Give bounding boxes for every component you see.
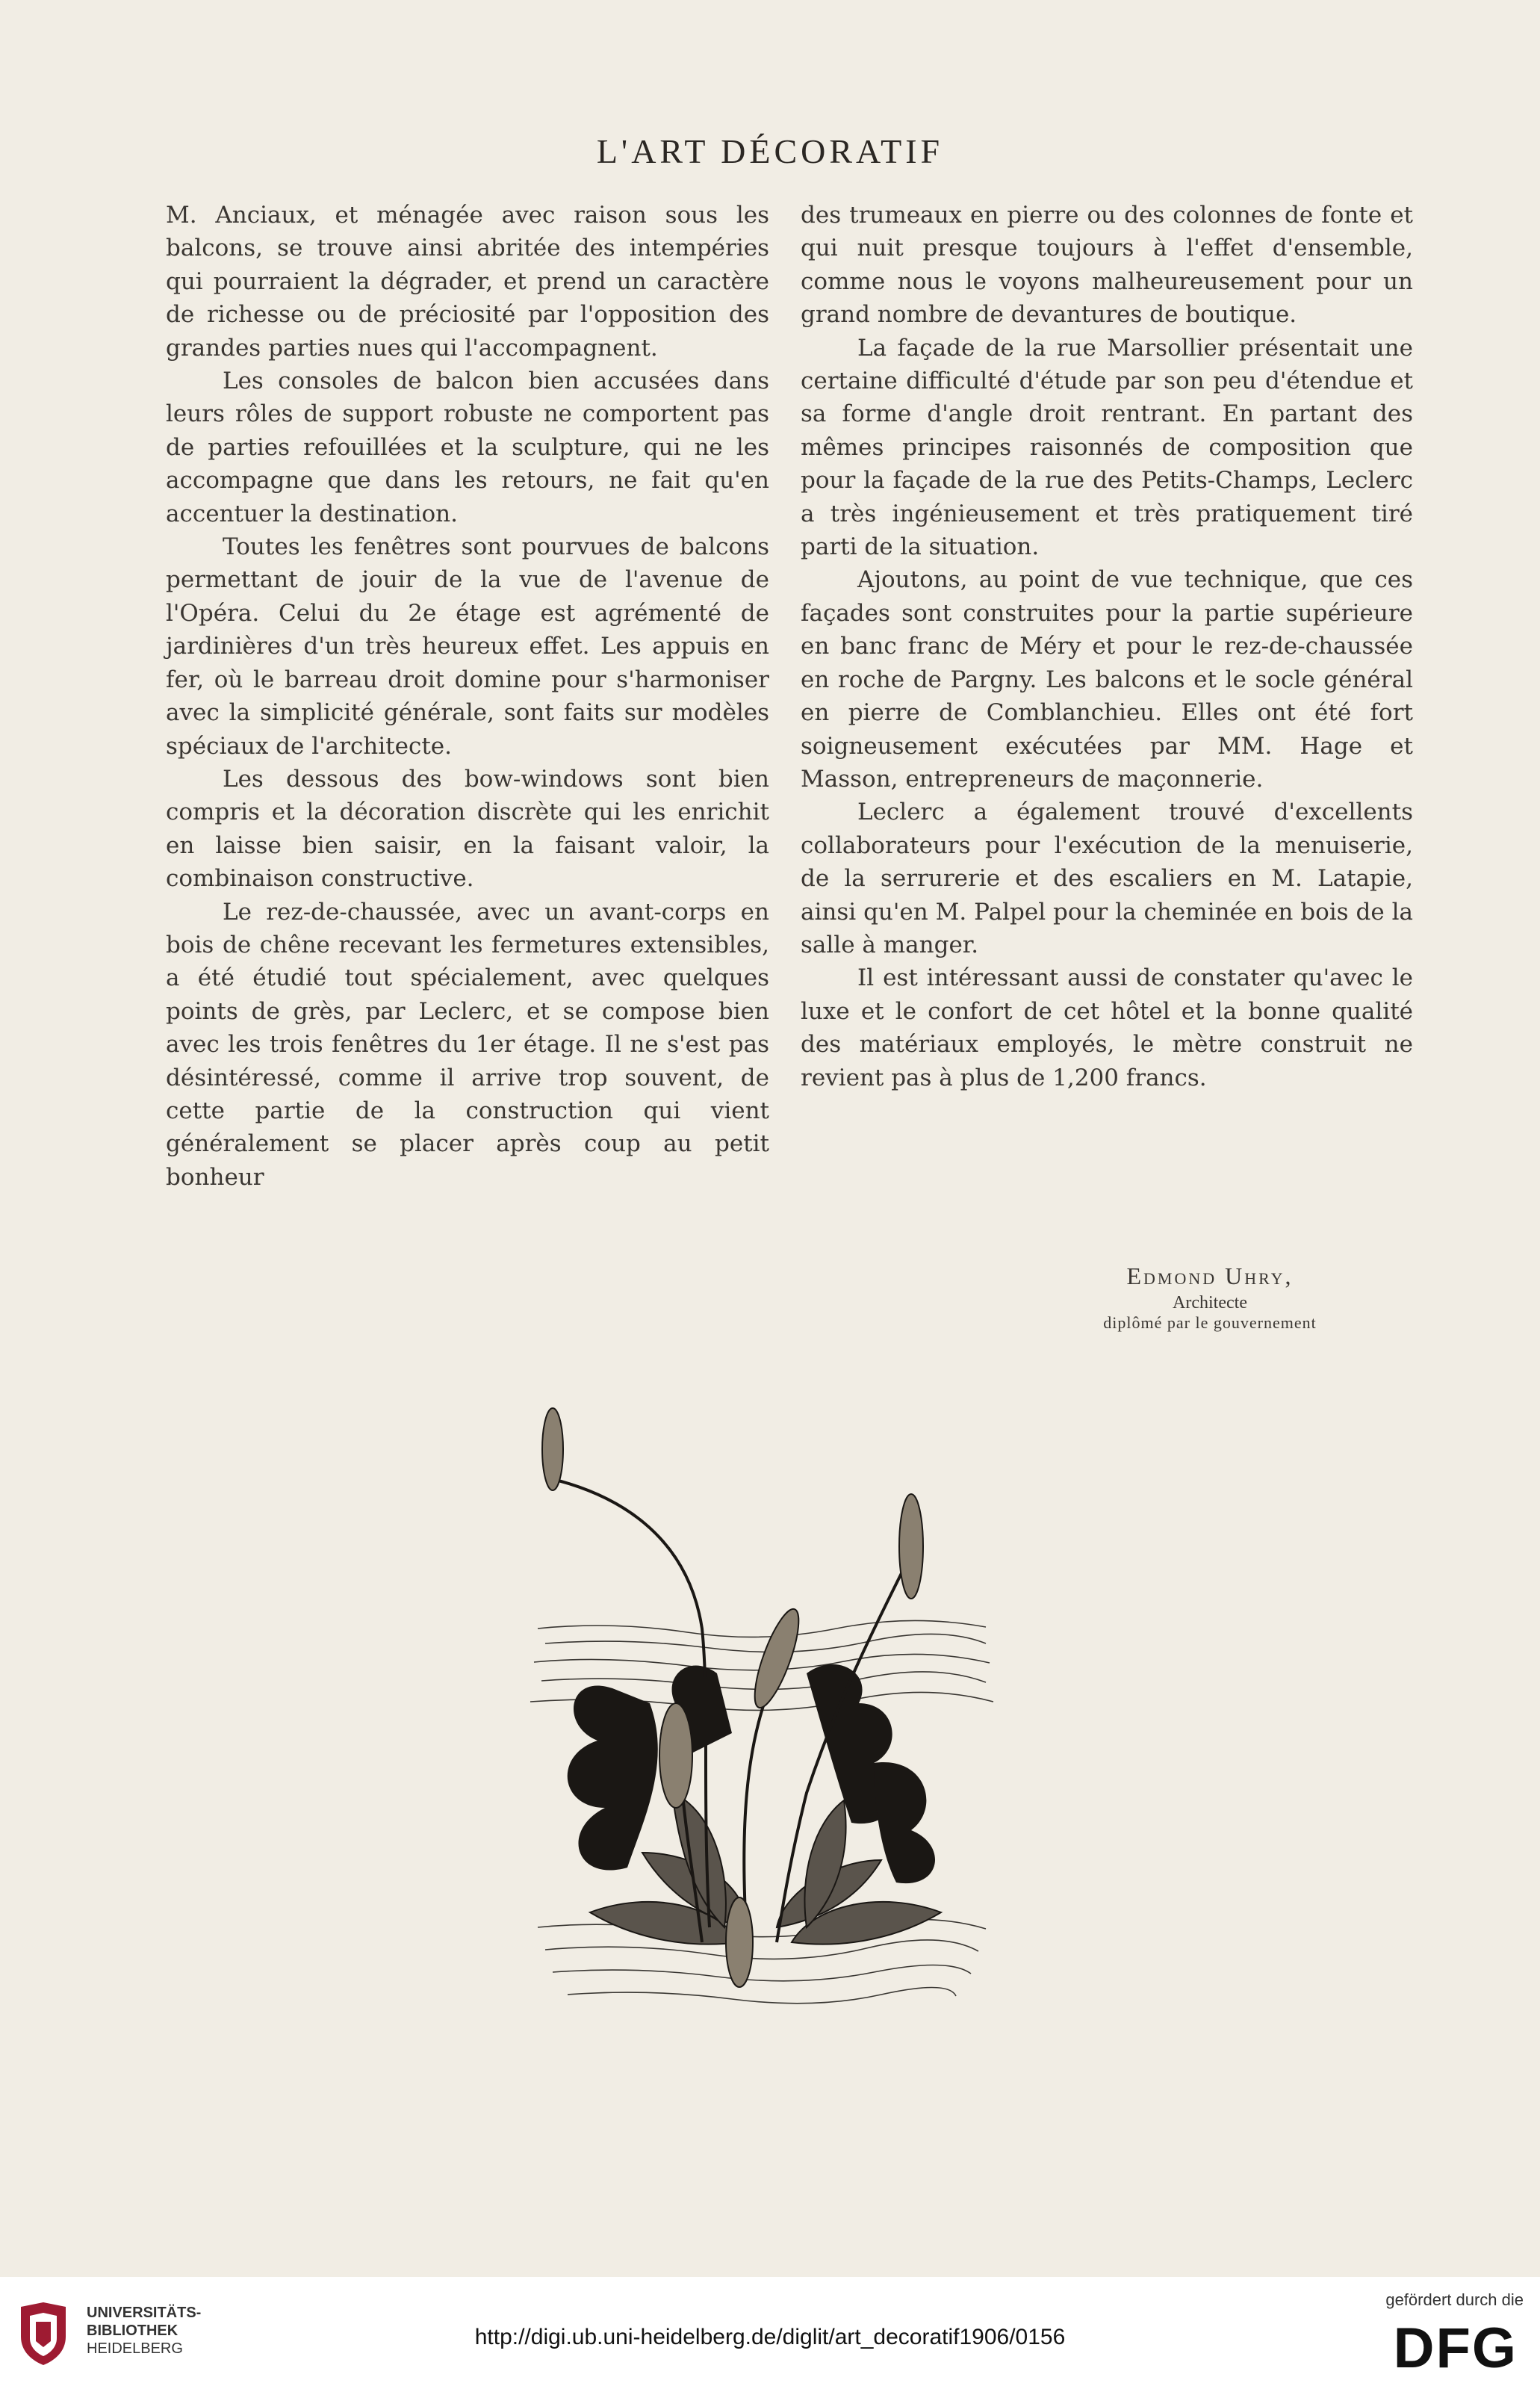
paragraph: Il est intéressant aussi de constater qu'avec le luxe et le confort de cet hôtel et la bonne qualité des matériaux employés, le mètre construit ne revient pas à plus de 1,200 francs. (801, 964, 1413, 1091)
paragraph: M. Anciaux, et ménagée avec raison sous les balcons, se trouve ainsi abritée des intempéries qui pourraient la dégrader, et prend un caractère de richesse ou de préciosité par l'opposition des grandes parties nues qui l'accompagnent. (166, 202, 769, 362)
author-role: Architecte (1173, 1293, 1247, 1313)
library-line: UNIVERSITÄTS- (87, 2305, 202, 2321)
paragraph: Le rez-de-chaussée, avec un avant-corps en bois de chêne recevant les fermetures extensibles, a été étudié tout spécialement, avec quelques points de grès, par Leclerc, et se compose bien avec les trois fenêtres du 1er étage. Il ne s'est pas désintéressé, comme il arrive trop souvent, de cette partie de la construction qui vient généralement se placer après coup au petit bonheur (166, 898, 769, 1191)
right-text-column (801, 199, 1413, 1094)
library-line: HEIDELBERG (87, 2340, 183, 2357)
dfg-logo: DFG (1393, 2317, 1518, 2380)
footer-bar (0, 2277, 1540, 2386)
running-title: L'ART DÉCORATIF (596, 132, 944, 170)
paragraph: Les consoles de balcon bien accusées dans leurs rôles de support robuste ne comportent pas de parties refouillées et la sculpture, qui ne les accompagne que dans les retours, ne fait qu'en accentuer la destination. (166, 368, 769, 527)
author-signature (1016, 1262, 1404, 1333)
paragraph: des trumeaux en pierre ou des colonnes de fonte et qui nuit presque toujours à l'effet d'ensemble, comme nous le voyons malheureusement pour un grand nombre de devantures de boutique. (801, 202, 1413, 329)
funding-caption: gefördert durch die (1385, 2290, 1524, 2309)
author-name: Edmond Uhry, (1126, 1262, 1294, 1289)
author-diploma: diplômé par le gouvernement (1103, 1313, 1317, 1332)
paragraph: Toutes les fenêtres sont pourvues de balcons permettant de jouir de la vue de l'avenue de l'Opéra. Celui du 2e étage est agrémenté de jardinières d'un très heureux effet. Les appuis en fer, où le barreau droit domine pour s'harmoniser avec la simplicité générale, sont faits sur modèles spéciaux de l'architecte. (166, 533, 769, 760)
permalink[interactable]: http://digi.ub.uni-heidelberg.de/diglit/art_decoratif1906/0156 (474, 2325, 1066, 2349)
library-line: BIBLIOTHEK (87, 2323, 178, 2339)
plantain-engraving (523, 1404, 1001, 2062)
left-text-column (166, 199, 769, 1194)
paragraph: Ajoutons, au point de vue technique, que ces façades sont construites pour la partie supérieure en banc franc de Méry et pour le rez-de-chaussée en roche de Pargny. Les balcons et le socle général en pierre de Comblanchieu. Elles ont été fort soigneusement exécutées par MM. Hage et Masson, entrepreneurs de maçonnerie. (801, 566, 1413, 793)
paragraph: Les dessous des bow-windows sont bien compris et la décoration discrète qui les enrichit en laisse bien saisir, en la faisant valoir, la combinaison constructive. (166, 765, 769, 893)
paragraph: La façade de la rue Marsollier présentait une certaine difficulté d'étude par son peu d'étendue et sa forme d'angle droit rentrant. En partant des mêmes principes raisonnés de composition que pour la façade de la rue des Petits-Champs, Leclerc a très ingénieusement et très pratiquement tiré parti de la situation. (801, 334, 1413, 561)
paragraph: Leclerc a également trouvé d'excellents collaborateurs pour l'exécution de la menuiserie, de la serrurerie et des escaliers en M. Latapie, ainsi qu'en M. Palpel pour la cheminée en bois de la salle à manger. (801, 799, 1413, 958)
